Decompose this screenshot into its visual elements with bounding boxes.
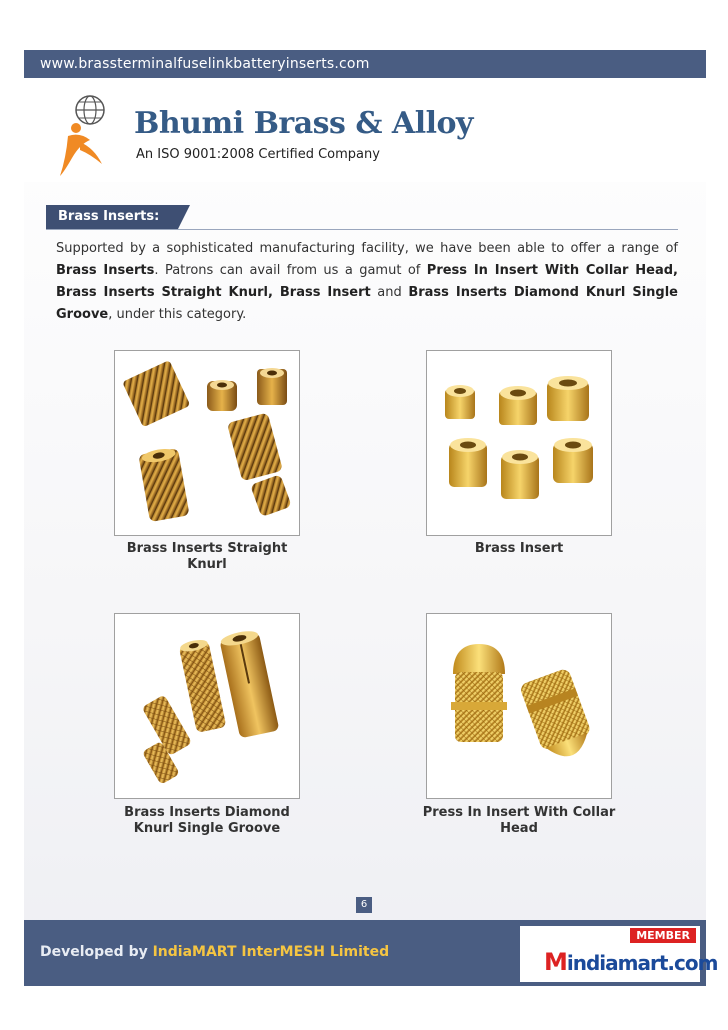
- brochure-page: [24, 50, 718, 986]
- product-caption-straight-knurl: [97, 541, 317, 573]
- product-image-diamond-knurl[interactable]: [114, 613, 300, 799]
- intro-text: Supported by a sophisticated manufacturing facility, we have been able to offer a range of: [56, 241, 678, 256]
- indiamart-logo-text: indiamart.com: [566, 951, 718, 975]
- product-caption-collar-head: [409, 805, 629, 837]
- developed-by-label: Developed by: [40, 944, 153, 960]
- caption-line: Knurl Single Groove: [133, 821, 281, 836]
- page-number: 6: [356, 897, 372, 913]
- intro-text: and: [370, 285, 409, 300]
- section-divider: [46, 229, 678, 230]
- indiamart-member-badge[interactable]: [520, 926, 718, 982]
- website-url[interactable]: www.brassterminalfuselinkbatteryinserts.com: [40, 56, 370, 72]
- intro-text: . Patrons can avail from us a gamut of: [154, 263, 427, 278]
- company-header: [24, 78, 706, 182]
- product-caption-diamond-knurl: [97, 805, 317, 837]
- developer-link[interactable]: IndiaMART InterMESH Limited: [152, 944, 390, 960]
- product-image-collar-head[interactable]: [426, 613, 612, 799]
- section-title: Brass Inserts:: [46, 205, 178, 229]
- company-name: Bhumi Brass & Alloy: [134, 106, 473, 141]
- caption-line: Press In Insert With Collar: [422, 805, 616, 820]
- website-bar: [24, 50, 706, 78]
- footer-bar: [24, 920, 718, 986]
- intro-bold-brass-inserts: Brass Inserts: [56, 263, 155, 278]
- product-image-straight-knurl[interactable]: [114, 350, 300, 536]
- section-intro: [56, 238, 678, 326]
- caption-line: Knurl: [187, 557, 227, 572]
- company-tagline: An ISO 9001:2008 Certified Company: [136, 147, 380, 162]
- product-image-brass-insert[interactable]: [426, 350, 612, 536]
- press-in-insert-collar-head-image: [427, 614, 611, 798]
- member-label: MEMBER: [630, 928, 696, 943]
- intro-bold-diamond-knurl: Brass Inserts Diamond Knurl Single Groove: [56, 285, 678, 322]
- intro-bold-product-list: Press In Insert With Collar Head, Brass Inserts Straight Knurl, Brass Insert: [56, 263, 678, 300]
- intro-text: , under this category.: [108, 307, 247, 322]
- brass-straight-knurl-image: [115, 351, 299, 535]
- footer-credit: [40, 944, 389, 960]
- product-caption-brass-insert: [409, 541, 629, 557]
- indiamart-logo-m: M: [544, 948, 567, 976]
- caption-line: Brass Insert: [474, 541, 564, 556]
- company-logo-icon: [50, 88, 122, 178]
- indiamart-logo: [544, 948, 717, 976]
- caption-line: Brass Inserts Diamond: [124, 805, 290, 820]
- brass-insert-image: [427, 351, 611, 535]
- caption-line: Brass Inserts Straight: [126, 541, 288, 556]
- brass-diamond-knurl-image: [115, 614, 299, 798]
- caption-line: Head: [500, 821, 538, 836]
